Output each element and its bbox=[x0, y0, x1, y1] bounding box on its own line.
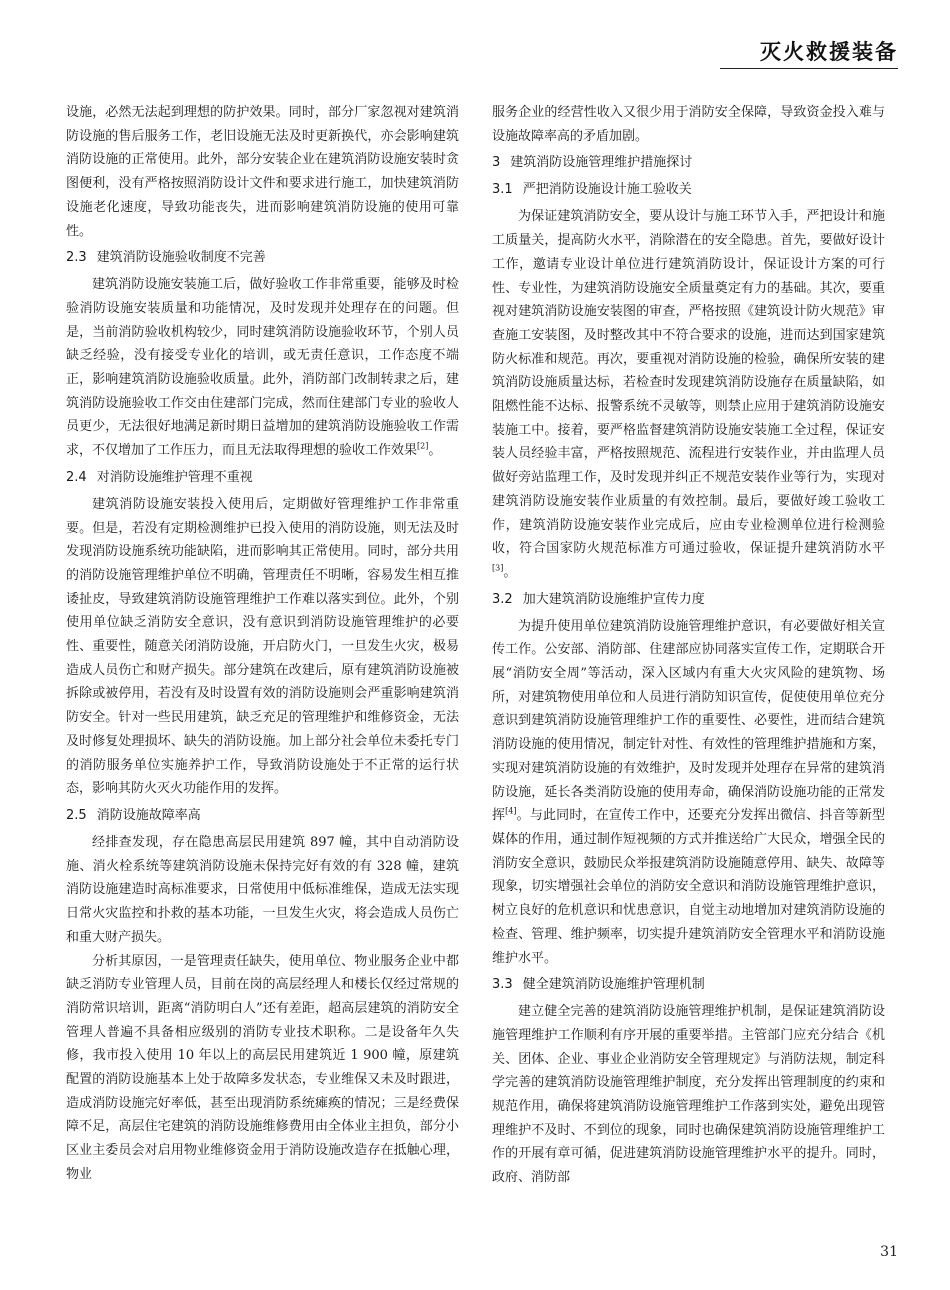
paragraph-end: 。 bbox=[503, 564, 517, 580]
paragraph: 服务企业的经营性收入又很少用于消防安全保障，导致资金投入难与设施故障率高的矛盾加剧。 bbox=[492, 105, 885, 144]
paragraph: 分析其原因，一是管理责任缺失，使用单位、物业服务企业中都缺乏消防专业管理人员，目前在岗的高层经理人和楼长仅经过常规的消防常识培训，距离“消防明白人”还有差距，超高层建筑的消防安全管理人普遍不具备相应级别的消防专业技术职称。二是设备年久失修，我市投入使用 10 年以上的高层民用建筑近 1 900 幢，原建筑配置的消防设施基本上处于故障多发状态，专业维保又未及时跟进，造成消防设施完好率低，甚至出现消防系统瘫痪的情况；三是经费保障不足，高层住宅建筑的消防设施维修费用由全体业主担负，部分小区业主委员会对启用物业维修资金用于消防设施改造存在抵触心理，物业 bbox=[66, 953, 459, 1182]
section-heading-2-5 bbox=[66, 804, 459, 827]
page-number: 31 bbox=[880, 1244, 898, 1260]
section-heading-2-3 bbox=[66, 246, 459, 269]
section-title: 建筑消防设施验收制度不完善 bbox=[96, 250, 266, 266]
section-heading-3-1 bbox=[492, 178, 885, 201]
citation-ref: [3] bbox=[492, 563, 504, 573]
paragraph: 建筑消防设施安装投入使用后，定期做好管理维护工作非常重要。但是，若没有定期检测维护已投入使用的消防设施，则无法及时发现消防设施系统功能缺陷，进而影响其正常使用。同时，部分共用的消防设施管理维护单位不明确，管理责任不明晰，容易发生相互推诿扯皮，导致建筑消防设施管理维护工作难以落实到位。此外，个别使用单位缺乏消防安全意识，没有意识到消防设施管理维护的必要性、重要性，随意关闭消防设施，开启防火门，一旦发生火灾，极易造成人员伤亡和财产损失。部分建筑在改建后，原有建筑消防设施被拆除或被停用，若没有及时设置有效的消防设施则会严重影响建筑消防安全。针对一些民用建筑，缺乏充足的管理维护和维修资金，无法及时修复处理损坏、缺失的消防设施。加上部分社会单位未委托专门的消防服务单位实施养护工作，导致消防设施处于不正常的运行状态，影响其防火灭火功能作用的发挥。 bbox=[66, 496, 459, 797]
section-number: 3 bbox=[492, 155, 501, 171]
header-divider bbox=[720, 68, 898, 69]
paragraph bbox=[492, 615, 885, 971]
section-title: 对消防设施维护管理不重视 bbox=[96, 469, 253, 485]
right-column bbox=[492, 101, 885, 1190]
paragraph bbox=[492, 205, 885, 584]
paragraph: 经排查发现，存在隐患高层民用建筑 897 幢，其中自动消防设施、消火栓系统等建筑消防设施未保持完好有效的有 328 幢，建筑消防设施建造时高标准要求，日常使用中低标准维保，造成无法实现日常火灾监控和扑救的基本功能，一旦发生火灾，将会造成人员伤亡和重大财产损失。 bbox=[66, 834, 459, 945]
section-title: 消防设施故障率高 bbox=[96, 807, 201, 823]
paragraph-text: 为提升使用单位建筑消防设施管理维护意识，有必要做好相关宣传工作。公安部、消防部、住建部应协同落实宣传工作，定期联合开展“消防安全周”等活动，深入区域内有重大火灾风险的建筑物、场所，对建筑物使用单位和人员进行消防知识宣传，促使使用单位充分意识到建筑消防设施管理维护工作的重要性、必要性，进而结合建筑消防设施的使用情况，制定针对性、有效性的管理维护措施和方案，实现对建筑消防设施的有效维护，及时发现并处理存在异常的建筑消防设施，延长各类消防设施的使用寿命，确保消防设施功能的正常发挥 bbox=[492, 618, 885, 824]
paragraph bbox=[66, 273, 459, 463]
citation-ref: [2] bbox=[417, 441, 429, 451]
paragraph: 建立健全完善的建筑消防设施管理维护机制，是保证建筑消防设施管理维护工作顺利有序开展的重要举措。主管部门应充分结合《机关、团体、企业、事业企业消防安全管理规定》与消防法规，制定科学完善的建筑消防设施管理维护制度，充分发挥出管理制度的约束和规范作用，确保将建筑消防设施管理维护工作落到实处，避免出现管理维护不及时、不到位的现象，同时也确保建筑消防设施管理维护工作的开展有章可循，促进建筑消防设施管理维护水平的提升。同时，政府、消防部 bbox=[492, 1004, 885, 1186]
section-title: 健全建筑消防设施维护管理机制 bbox=[522, 977, 705, 993]
section-title: 建筑消防设施管理维护措施探讨 bbox=[510, 155, 693, 171]
paragraph: 设施，必然无法起到理想的防护效果。同时，部分厂家忽视对建筑消防设施的售后服务工作，老旧设施无法及时更新换代，亦会影响建筑消防设施的正常使用。此外，部分安装企业在建筑消防设施安装时贪图便利，没有严格按照消防设计文件和要求进行施工，加快建筑消防设施老化速度，导致功能丧失，进而影响建筑消防设施的使用可靠性。 bbox=[66, 105, 459, 239]
section-number: 3.2 bbox=[492, 591, 513, 607]
section-number: 3.1 bbox=[492, 182, 513, 198]
section-heading-2-4 bbox=[66, 466, 459, 489]
section-number: 2.4 bbox=[66, 469, 87, 485]
paragraph-end: 。 bbox=[428, 443, 442, 459]
section-title: 加大建筑消防设施维护宣传力度 bbox=[522, 591, 705, 607]
journal-section-title: 灭火救援装备 bbox=[760, 40, 898, 64]
section-number: 2.3 bbox=[66, 250, 87, 266]
paragraph-text: 建筑消防设施安装施工后，做好验收工作非常重要，能够及时检验消防设施安装质量和功能情况，及时发现并处理存在的问题。但是，当前消防验收机构较少，同时建筑消防设施验收环节，个别人员缺乏经验，没有接受专业化的培训，或无责任意识，工作态度不端正，影响建筑消防设施验收质量。此外，消防部门改制转隶之后，建筑消防设施验收工作交由住建部门完成，然而住建部门专业的验收人员更少，无法很好地满足新时期日益增加的建筑消防设施验收工作需求，不仅增加了工作压力，而且无法取得理想的验收工作效果 bbox=[66, 277, 459, 459]
paragraph-text: 。与此同时，在宣传工作中，还要充分发挥出微信、抖音等新型媒体的作用，通过制作短视频的方式并推送给广大民众，增强全民的消防安全意识，鼓励民众举报建筑消防设施随意停用、缺失、故障等现象，切实增强社会单位的消防安全意识和消防设施管理维护意识，树立良好的危机意识和忧患意识，自觉主动地增加对建筑消防设施的检查、管理、维护频率，切实提升建筑消防安全管理水平和消防设施维护水平。 bbox=[492, 808, 885, 966]
section-heading-3-2 bbox=[492, 588, 885, 611]
section-heading-3-3 bbox=[492, 973, 885, 996]
section-number: 2.5 bbox=[66, 807, 87, 823]
paragraph-text: 为保证建筑消防安全，要从设计与施工环节入手，严把设计和施工质量关，提高防火水平，消除潜在的安全隐患。首先，要做好设计工作，邀请专业设计单位进行建筑消防设计，保证设计方案的可行性、专业性，为建筑消防设施安全质量奠定有力的基础。其次，要重视对建筑消防设施安装图的审查，严格按照《建筑设计防火规范》审查施工安装图，及时整改其中不符合要求的设施，进而达到国家建筑防火标准和规范。再次，要重视对消防设施的检验，确保所安装的建筑消防设施质量达标，若检查时发现建筑消防设施存在质量缺陷，如阻燃性能不达标、报警系统不灵敏等，则禁止应用于建筑消防设施安装施工中。接着，要严格监督建筑消防设施安装施工全过程，保证安装人员经验丰富，严格按照规范、流程进行安装作业，并由监理人员做好旁站监理工作，及时发现并纠正不规范安装作业等行为，实现对建筑消防设施安装作业质量的有效控制。最后，要做好竣工验收工作，建筑消防设施安装作业完成后，应由专业检测单位进行检测验收，符合国家防火规范标准方可通过验收，保证提升建筑消防水平 bbox=[492, 209, 885, 557]
section-number: 3.3 bbox=[492, 977, 513, 993]
citation-ref: [4] bbox=[505, 806, 517, 816]
left-column bbox=[66, 101, 459, 1187]
section-title: 严把消防设施设计施工验收关 bbox=[522, 182, 692, 198]
section-heading-3 bbox=[492, 151, 885, 174]
